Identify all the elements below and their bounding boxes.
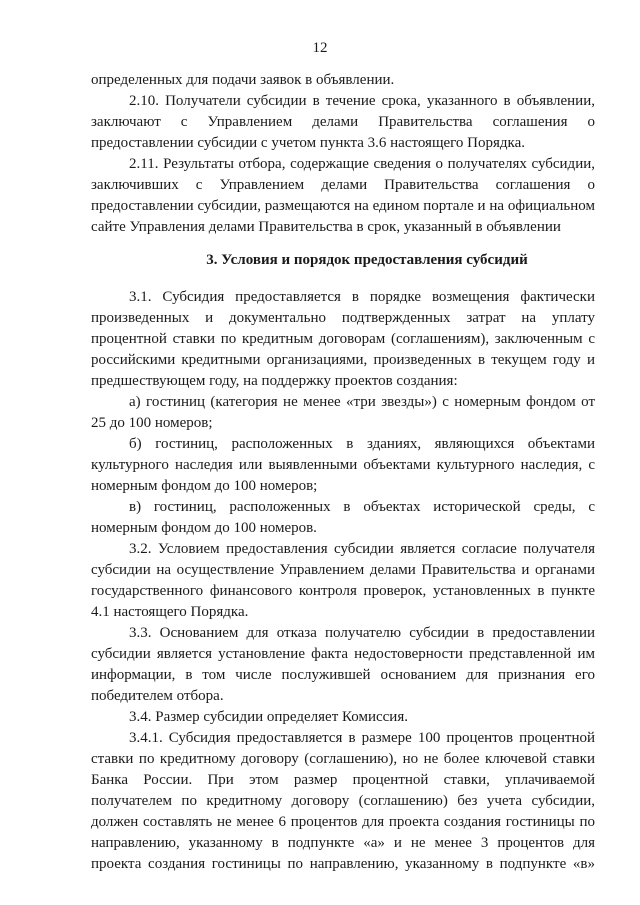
paragraph-3-2: 3.2. Условием предоставления субсидии является согласие получателя субсидии на осуществление Управлением делами Правительства и органами государственного финансового контроля проверок, установленных в пункте 4.1 настоящего Порядка. [91,541,595,620]
paragraph-3-1-a: а) гостиниц (категория не менее «три звезды») с номерным фондом от 25 до 100 номеров; [91,394,595,431]
paragraph-2-11: 2.11. Результаты отбора, содержащие сведения о получателях субсидии, заключивших с Управлением делами Правительства соглашения о предоставлении субсидии, размещаются на едином портале и на официальном сайте Управления делами Правительства в срок, указанный в объявлении [91,156,595,235]
paragraph-3-3: 3.3. Основанием для отказа получателю субсидии в предоставлении субсидии является установление факта недостоверности представленной им информации, в том числе послужившей основанием для признания его победителем отбора. [91,625,595,704]
paragraph-3-4: 3.4. Размер субсидии определяет Комиссия. [129,709,408,725]
section-heading: 3. Условия и порядок предоставления субсидий [206,252,528,268]
paragraph-3-1: 3.1. Субсидия предоставляется в порядке возмещения фактически произведенных и документально подтвержденных затрат на уплату процентной ставки по кредитным договорам (соглашениям), заключенным с российскими кредитными организациями, произведенных в текущем году и предшествующем году, на поддержку проектов создания: [91,289,595,389]
document-body [91,70,595,875]
paragraph-3-4-1: 3.4.1. Субсидия предоставляется в размере 100 процентов процентной ставки по кредитному договору (соглашению), но не более ключевой ставки Банка России. При этом размер процентной ставки, уплачиваемой получателем по кредитному договору (соглашению) без учета субсидии, должен составлять не менее 6 процентов для проекта создания гостиницы по направлению, указанному в подпункте «а» и не менее 3 процентов для проекта создания гостиницы по направлению, указанному в подпункте «в» [91,730,595,872]
paragraph-continuation: определенных для подачи заявок в объявлении. [91,72,395,88]
paragraph-3-1-b: б) гостиниц, расположенных в зданиях, являющихся объектами культурного наследия или выявленными объектами культурного наследия, с номерным фондом до 100 номеров; [91,436,595,494]
paragraph-2-10: 2.10. Получатели субсидии в течение срока, указанного в объявлении, заключают с Управлением делами Правительства соглашения о предоставлении субсидии с учетом пункта 3.6 настоящего Порядка. [91,93,595,151]
paragraph-3-1-c: в) гостиниц, расположенных в объектах исторической среды, с номерным фондом до 100 номеров. [91,499,595,536]
page-number: 12 [312,40,328,56]
